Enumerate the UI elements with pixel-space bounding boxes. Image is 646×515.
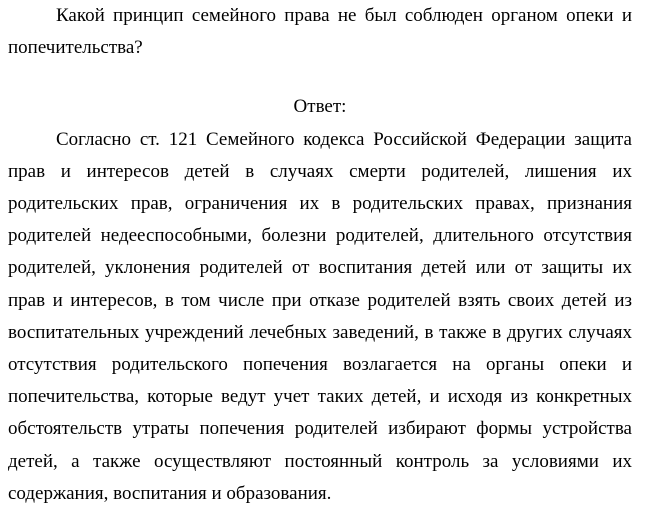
answer-heading: Ответ:	[293, 96, 347, 118]
document-page	[8, 0, 632, 510]
question-paragraph: Какой принцип семейного права не был соблюден органом опеки и попечительства?	[8, 5, 632, 59]
answer-paragraph: Согласно ст. 121 Семейного кодекса Российской Федерации защита прав и интересов детей в случаях смерти родителей, лишения их родительских прав, ограничения их в родительских правах, признания родителей недееспособными, болезни родителей, длительного отсутствия родителей, уклонения родителей от воспитания детей или от защиты их прав и интересов, в том числе при отказе родителей взять своих детей из воспитательных учреждений лечебных заведений, в также в других случаях отсутствия родительского попечения возлагается на органы опеки и попечительства, которые ведут учет таких детей, и исходя из конкретных обстоятельств утраты попечения родителей избирают формы устройства детей, а также осуществляют постоянный контроль за условиями их содержания, воспитания и образования.	[8, 128, 632, 504]
